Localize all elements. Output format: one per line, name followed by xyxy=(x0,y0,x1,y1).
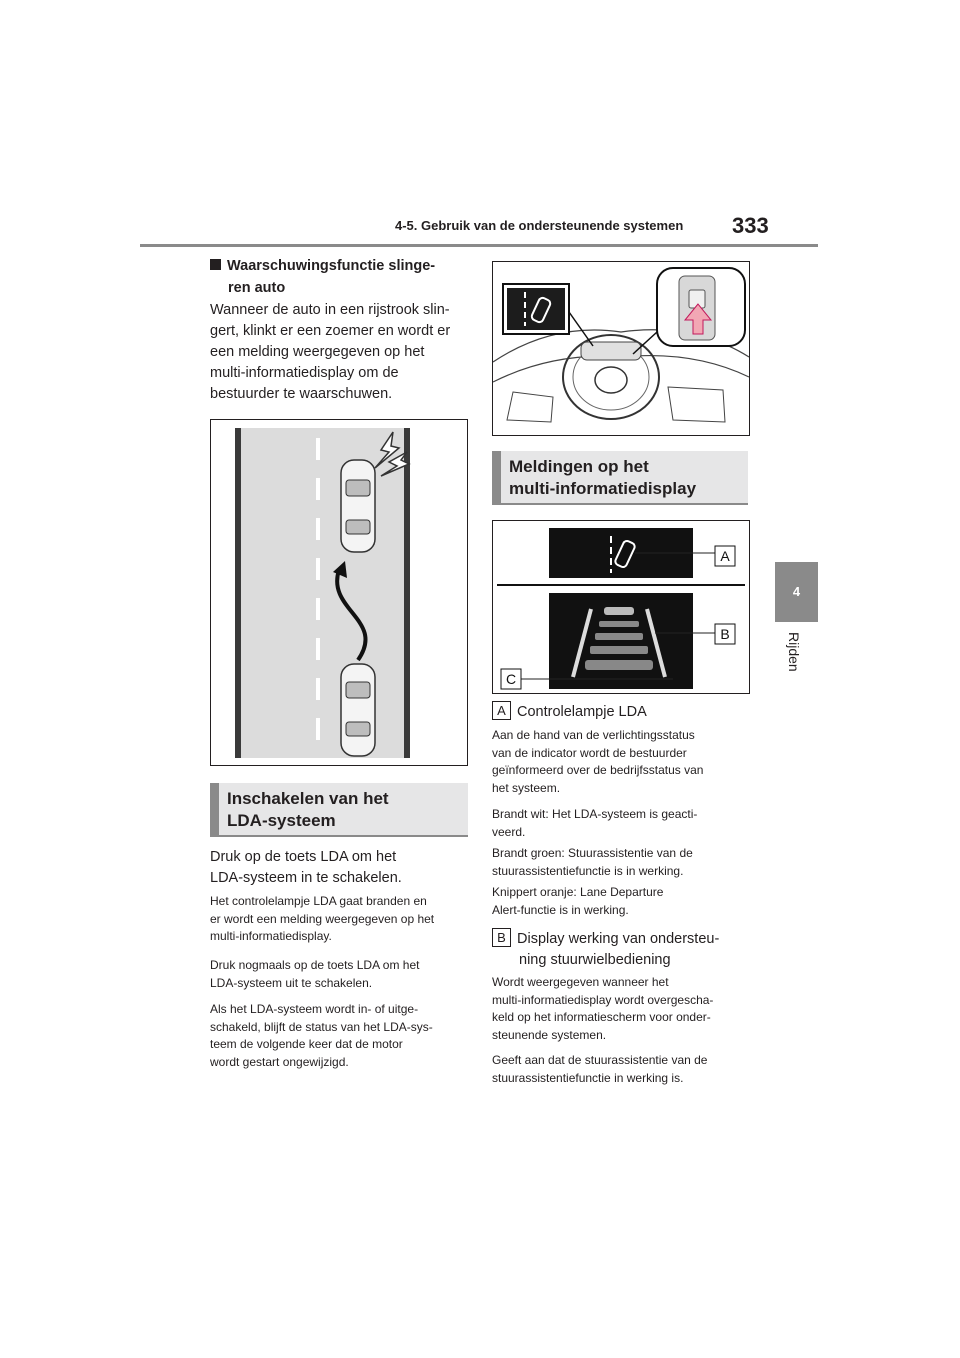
car-bottom-icon xyxy=(341,664,375,756)
text-line: Brandt wit: Het LDA-systeem is geacti- xyxy=(492,807,698,821)
section-title-messages xyxy=(492,451,748,503)
text-line: Geeft aan dat de stuurassistentie van de xyxy=(492,1053,708,1067)
section-title-line: multi-informatiedisplay xyxy=(509,479,697,498)
note-1 xyxy=(210,893,470,946)
car-top-icon xyxy=(341,460,375,552)
text-line: veerd. xyxy=(492,824,526,839)
item-a-para-2 xyxy=(492,806,752,841)
road-weaving-svg xyxy=(211,420,467,765)
callout-b: B xyxy=(720,626,730,642)
note-3 xyxy=(210,1001,470,1071)
chapter-tab: 4 xyxy=(775,562,818,622)
page-number: 333 xyxy=(732,213,769,238)
text-line: er wordt een melding weergegeven op het xyxy=(210,911,435,926)
text-line: LDA-systeem in te schakelen. xyxy=(210,870,402,886)
dashboard-illustration xyxy=(492,261,750,436)
intro-paragraph xyxy=(210,300,470,405)
item-a-para-3 xyxy=(492,845,752,880)
chapter-label: Rijden xyxy=(786,632,802,672)
text-line: geïnformeerd over de bedrijfsstatus van xyxy=(492,763,704,777)
text-line: schakeld, blijft de status van het LDA-sys- xyxy=(210,1019,433,1034)
chapter-label-wrap xyxy=(786,632,806,682)
text-line: Als het LDA-systeem wordt in- of uitge- xyxy=(210,1002,419,1016)
text-line: Aan de hand van de verlichtingsstatus xyxy=(492,728,695,742)
section-title-line: Inschakelen van het xyxy=(227,789,389,808)
item-b-title-line: Display werking van ondersteu- xyxy=(517,931,720,947)
weaving-illustration xyxy=(210,419,468,766)
section-title-line: LDA-systeem xyxy=(227,811,336,830)
text-line: Druk op de toets LDA om het xyxy=(210,849,397,865)
square-bullet-icon xyxy=(210,259,221,270)
text-line: Alert-functie is in werking. xyxy=(492,902,629,917)
text-line: van de indicator wordt de bestuurder xyxy=(492,745,687,760)
text-line: teem de volgende keer dat de motor xyxy=(210,1037,403,1051)
dashboard-svg xyxy=(493,262,749,435)
subheading-weaving-warning xyxy=(210,255,460,299)
section-title-enable xyxy=(210,783,468,835)
item-a-para-1 xyxy=(492,727,752,797)
text-line: steunende systemen. xyxy=(492,1027,607,1042)
item-b-para-2 xyxy=(492,1052,754,1087)
text-line: Wordt weergegeven wanneer het xyxy=(492,975,669,989)
text-line: Het controlelampje LDA gaat branden en xyxy=(210,894,427,908)
callout-a: A xyxy=(720,548,730,564)
section-title-line: Meldingen op het xyxy=(509,457,649,476)
section-header-title: 4-5. Gebruik van de ondersteunende systemen xyxy=(395,218,684,233)
item-a-title-row xyxy=(492,701,752,723)
text-line: stuurassistentiefunctie in werking is. xyxy=(492,1070,684,1085)
item-b-para-1 xyxy=(492,974,754,1044)
text-line: Druk nogmaals op de toets LDA om het xyxy=(210,958,420,972)
subheading-line: ren auto xyxy=(228,280,286,296)
instruction-paragraph xyxy=(210,847,470,889)
subheading-line: Waarschuwingsfunctie slinge- xyxy=(227,258,436,274)
text-line: LDA-systeem uit te schakelen. xyxy=(210,975,373,990)
label-b: B xyxy=(492,928,511,947)
text-line: Brandt groen: Stuurassistentie van de xyxy=(492,846,693,860)
text-line: wordt gestart ongewijzigd. xyxy=(210,1054,349,1069)
text-line: Wanneer de auto in een rijstrook slin- xyxy=(210,302,450,318)
mid-display-svg xyxy=(493,521,749,693)
item-a-title: Controlelampje LDA xyxy=(517,704,647,720)
item-b-title-row xyxy=(492,928,754,971)
text-line: multi-informatiedisplay. xyxy=(210,929,332,943)
text-line: bestuurder te waarschuwen. xyxy=(210,386,393,402)
text-line: het systeem. xyxy=(492,780,561,795)
text-line: een melding weergegeven op het xyxy=(210,344,425,360)
text-line: multi-informatiedisplay om de xyxy=(210,365,399,381)
text-line: keld op het informatiescherm voor onder- xyxy=(492,1010,711,1024)
item-a-para-4 xyxy=(492,884,752,919)
item-b-title-line: ning stuurwielbediening xyxy=(519,952,671,968)
mid-display-illustration xyxy=(492,520,750,694)
text-line: gert, klinkt er een zoemer en wordt er xyxy=(210,323,451,339)
label-a: A xyxy=(492,701,511,720)
header-rule xyxy=(140,244,818,247)
text-line: Knippert oranje: Lane Departure xyxy=(492,885,664,899)
callout-c: C xyxy=(505,671,517,687)
text-line: multi-informatiedisplay wordt overgescha- xyxy=(492,992,714,1007)
note-2 xyxy=(210,957,470,992)
text-line: stuurassistentiefunctie is in werking. xyxy=(492,863,684,878)
